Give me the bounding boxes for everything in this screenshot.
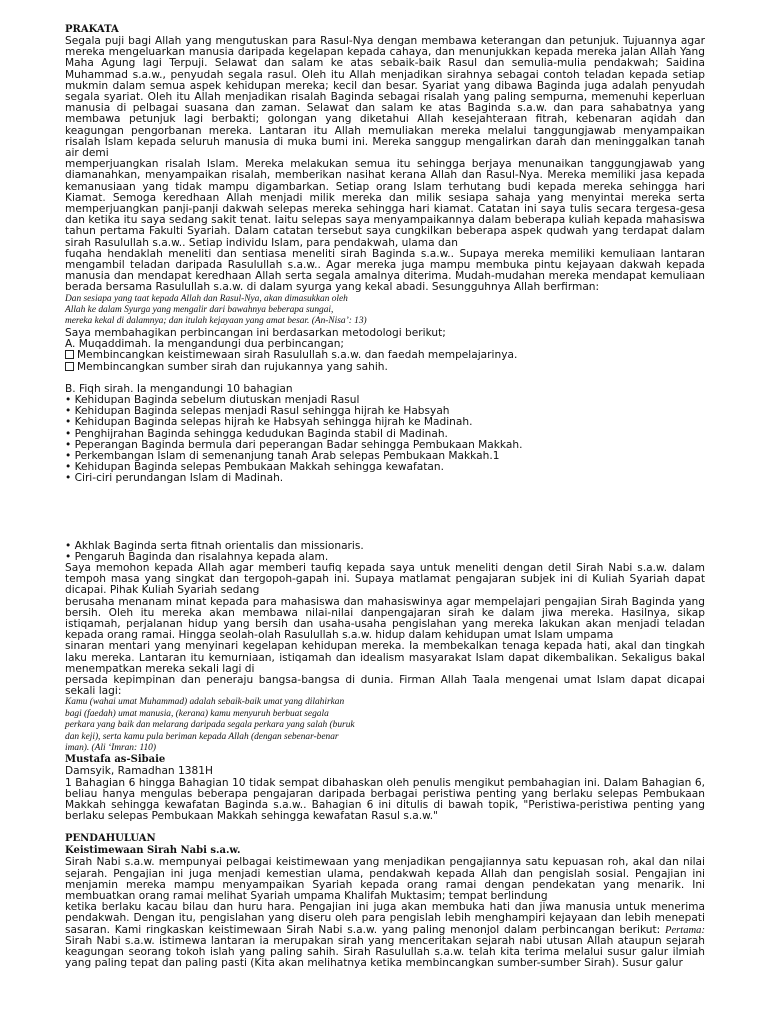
methodology-item: Membincangkan sumber sirah dan rujukannya yang sahih. [65, 362, 705, 373]
prakata-paragraph-3: fuqaha hendaklah meneliti dan sentiasa meneliti sirah Baginda s.a.w.. Supaya mereka memiliki kemuliaan lantaran mengambil teladan daripada Rasulullah s.a.w.. Agar mereka juga mampu membuka pintu kejayaan dakwah kepada manusia dan mendapat keredhaan Allah serta segala amalnya diterima. Mudah-mudahan mereka mendapat kemuliaan berada bersama Rasulullah s.a.w. di dalam syurga yang kekal abadi. Sesungguhnya Allah berfirman: [65, 247, 705, 294]
list-item: • Kehidupan Baginda selepas hijrah ke Habsyah sehingga hijrah ke Madinah. [65, 416, 473, 429]
pendahuluan-heading: PENDAHULUAN [65, 833, 156, 845]
list-item: • Perkembangan Islam di semenanjung tanah Arab selepas Pembukaan Makkah.1 [65, 449, 500, 462]
prakata-heading: PRAKATA [65, 24, 119, 35]
list-item: • Ciri-ciri perundangan Islam di Madinah. [65, 472, 284, 485]
checkbox-glyph-icon [65, 350, 74, 359]
pendahuluan-subheading: Keistimewaan Sirah Nabi s.a.w. [65, 845, 241, 857]
list-item: • Kehidupan Baginda selepas Pembukaan Makkah sehingga kewafatan. [65, 461, 444, 474]
quran-quote-1 [65, 294, 705, 328]
prakata-paragraph-4: Saya memohon kepada Allah agar memberi taufiq kepada saya untuk meneliti dengan detil Sirah Nabi s.a.w. dalam tempoh masa yang singkat dan tergopoh-gapah ini. Supaya matlamat pengajaran subjek ini di Kuliah Syariah dapat dicapai. Pihak Kuliah Syariah sedang [65, 561, 705, 597]
pendahuluan-section [65, 833, 705, 969]
pendahuluan-paragraph-1: Sirah Nabi s.a.w. mempunyai pelbagai keistimewaan yang menjadikan pengajiannya satu kepuasan roh, akal dan nilai sejarah. Pengajian ini juga menjadi kemestian ulama, pendakwah kepada Allah dan pengislah sosial. Pengajian ini menjamin mereka mampu menyampaikan Syariah kepada orang ramai dengan pendekatan yang menarik. Ini membuatkan orang ramai melihat Syariah umpama Khalifah Muktasim; tempat berlindung [65, 856, 705, 903]
fiqh-sirah-list-continued [65, 541, 705, 563]
quote-line: Allah ke dalam Syurga yang mengalir dari bawahnya beberapa sungai, [65, 305, 334, 316]
quran-quote-2 [65, 697, 705, 754]
methodology-item: Membincangkan keistimewaan sirah Rasulullah s.a.w. dan faedah mempelajarinya. [65, 350, 705, 361]
document-page [65, 24, 705, 969]
list-item: • Peperangan Baginda bermula dari peperangan Badar sehingga Pembukaan Makkah. [65, 438, 523, 451]
prakata-paragraph-7: persada kepimpinan dan peneraju bangsa-bangsa di dunia. Firman Allah Taala mengenai umat Islam dapat dicapai sekali lagi: [65, 673, 705, 698]
list-item: • Kehidupan Baginda selepas menjadi Rasul sehingga hijrah ke Habsyah [65, 405, 450, 418]
quote-line: bagi (faedah) umat manusia, (kerana) kamu menyuruh berbuat segala [65, 708, 329, 719]
quote-line: dan keji), serta kamu pula beriman kepada Allah (dengan sebenar-benar [65, 731, 339, 742]
prakata-paragraph-5: berusaha menanam minat kepada para mahasiswa dan mahasiswinya agar mempelajari pengajian Sirah Baginda yang bersih. Oleh itu mereka akan membawa nilai-nilai danpengajaran sirah ke dalam jiwa mereka. Hasilnya, sikap istiqamah, perjalanan hidup yang bersih dan usaha-usaha pengislahan yang mereka lakukan akan menjadi teladan kepada orang ramai. Hingga seolah-olah Rasulullah s.a.w. hidup dalam kehidupan umat Islam umpama [65, 595, 705, 642]
quote-line: perkara yang baik dan melarang daripada segala perkara yang salah (buruk [65, 720, 355, 731]
methodology-a: A. Muqaddimah. Ia mengandungi dua perbincangan; [65, 338, 344, 351]
pendahuluan-paragraph-2: ketika berlaku kacau bilau dan huru hara. Pengajian ini juga akan membuka hati dan jiwa manusia untuk menerima pendakwah. Dengan itu, pengislahan yang diseru oleh para pengislah lebih menghampiri kejayaan dan lebih menepati sasaran. Kami ringkaskan keistimewaan Sirah Nabi s.a.w. yang paling menonjol dalam perbincangan berikut: Pertama: Sirah Nabi s.a.w. istimewa lantaran ia merupakan sirah yang menceritakan sejarah nabi utusan Allah ataupun sejarah keagungan seorang tokoh islah yang paling sahih. Sirah Rasulullah s.a.w. telah kita terima melalui susur galur ilmiah yang paling tepat dan paling pasti (Kita akan melihatnya ketika membincangkan sumber-sumber Sirah). Susur galur [65, 901, 705, 970]
list-item: • Akhlak Baginda serta fitnah orientalis dan missionaris. [65, 539, 364, 552]
prakata-paragraph-2: memperjuangkan risalah Islam. Mereka melakukan semua itu sehingga berjaya menunaikan tanggungjawab yang diamanahkan, menyampaikan risalah, memberikan nasihat kerana Allah dan Rasul-Nya. Mereka memiliki jasa kepada kemanusiaan yang tidak mampu digambarkan. Setiap orang Islam terhutang budi kepada mereka sehingga hari Kiamat. Semoga keredhaan Allah menjadi milik mereka dan milik sesiapa sahaja yang menyintai mereka serta memperjuangkan panji-panji dakwah selepas mereka sehingga hari kiamat. Catatan ini saya tulis secara tergesa-gesa dan ketika itu saya sedang sakit tenat. Iaitu selepas saya menyampaikannya dalam beberapa kuliah kepada mahasiswa tahun pertama Fakulti Syariah. Dalam catatan tersebut saya cungkilkan beberapa aspek qudwah yang terdapat dalam sirah Rasulullah s.a.w.. Setiap individu Islam, para pendakwah, ulama dan [65, 158, 705, 249]
quote-line: Kamu (wahai umat Muhammad) adalah sebaik-baik umat yang dilahirkan [65, 697, 345, 708]
place-date: Damsyik, Ramadhan 1381H [65, 765, 213, 778]
prakata-section [65, 24, 705, 822]
prakata-intro: Segala puji bagi Allah yang mengutuskan para Rasul-Nya dengan membawa keterangan dan petunjuk. Tujuannya agar mereka mengeluarkan manusia daripada kegelapan kepada cahaya, dan menunjukkan kepada mereka jalan Allah Yang Maha Agung lagi Terpuji. Selawat dan salam ke atas sebaik-baik Rasul dan semulia-mulia pendakwah; Saidina Muhammad s.a.w., penyudah segala rasul. Oleh itu Allah menjadikan sirahnya sebagai contoh teladan kepada setiap mukmin dalam semua aspek kehidupan mereka; kecil dan besar. Syariat yang dibawa Baginda juga adalah penyudah segala syariat. Oleh itu Allah menjadikan risalah Baginda sebagai risalah yang paling sempurna, memenuhi keperluan manusia di pelbagai suasana dan zaman. Selawat dan salam ke atas Baginda s.a.w. dan para sahabatnya yang membawa petunjuk lagi berbakti; golongan yang diketahui Allah kesejahteraan fitrah, kebenaran aqidah dan keagungan pengorbanan mereka. Lantaran itu Allah memuliakan mereka melalui tanggungjawab menyampaikan risalah Islam kepada seluruh manusia di muka bumi ini. Mereka sanggup mengalirkan darah dan meninggalkan tanah air demi [65, 35, 705, 160]
methodology-b: B. Fiqh sirah. Ia mengandungi 10 bahagian [65, 382, 293, 395]
fiqh-sirah-list [65, 395, 705, 485]
quote-line: mereka kekal di dalamnya; dan itulah kejayaan yang amat besar. (An-Nisa’: 13) [65, 316, 367, 327]
pertama-label: Pertama: [664, 924, 705, 936]
methodology-intro: Saya membahagikan perbincangan ini berdasarkan metodologi berikut; [65, 326, 446, 339]
quote-line: Dan sesiapa yang taat kepada Allah dan Rasul-Nya, akan dimasukkan oleh [65, 293, 348, 304]
list-item: • Pengaruh Baginda dan risalahnya kepada alam. [65, 550, 329, 563]
footnote: 1 Bahagian 6 hingga Bahagian 10 tidak sempat dibahaskan oleh penulis mengikut pembahagian ini. Dalam Bahagian 6, beliau hanya mengulas beberapa pengajaran daripada berbagai peristiwa penting yang berlaku selepas Pembukaan Makkah sehingga kewafatan Baginda s.a.w.. Bahagian 6 ini ditulis di bawah topik, "Peristiwa-peristiwa penting yang berlaku selepas Pembukaan Makkah sehingga kewafatan Rasul s.a.w." [65, 776, 705, 823]
list-item: • Kehidupan Baginda sebelum diutuskan menjadi Rasul [65, 393, 360, 406]
quote-line: iman). (Ali ‘Imran: 110) [65, 743, 156, 753]
checkbox-glyph-icon [65, 362, 74, 371]
list-item: • Penghijrahan Baginda sehingga kedudukan Baginda stabil di Madinah. [65, 427, 448, 440]
prakata-paragraph-6: sinaran mentari yang menyinari kegelapan kehidupan mereka. Ia membekalkan tenaga kepada hati, akal dan tingkah laku mereka. Lantaran itu kemurniaan, istiqamah dan idealism masyarakat Islam dapat dikembalikan. Sekaligus bakal menempatkan mereka sekali lagi di [65, 640, 705, 675]
author-name: Mustafa as-Sibaie [65, 754, 166, 766]
